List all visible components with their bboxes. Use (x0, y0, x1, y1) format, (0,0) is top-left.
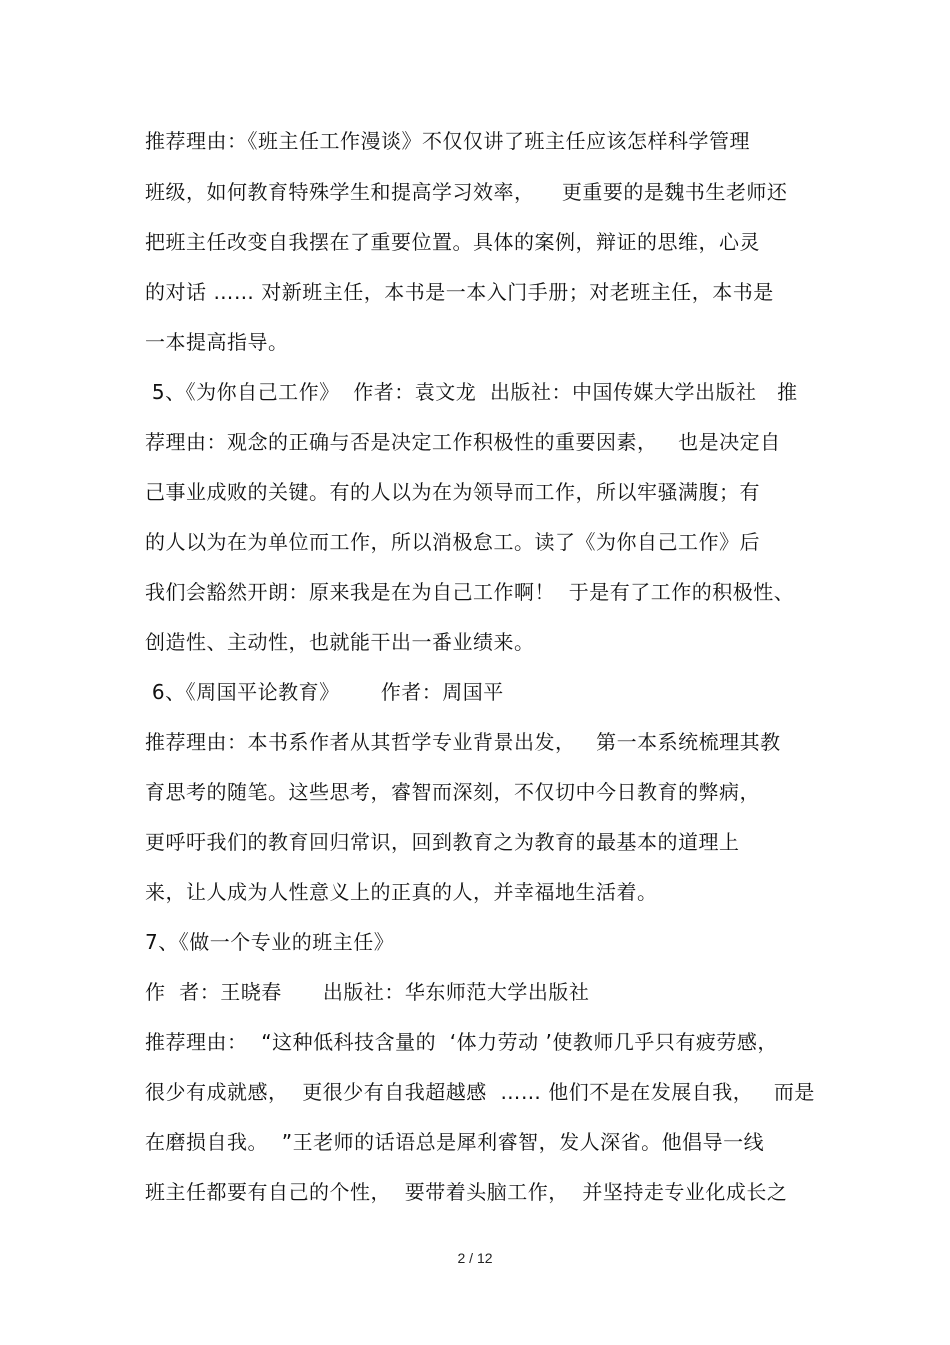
text-line: 一本提高指导。 (145, 330, 289, 354)
text-line: 作 者：王晓春 出版社：华东师范大学出版社 (145, 980, 590, 1004)
text-line: 5、《为你自己工作》 作者：袁文龙 出版社：中国传媒大学出版社 推 (145, 380, 798, 404)
text-line: 班级，如何教育特殊学生和提高学习效率， 更重要的是魏书生老师还 (145, 180, 788, 204)
text-line: 班主任都要有自己的个性， 要带着头脑工作， 并坚持走专业化成长之 (145, 1180, 788, 1204)
text-line: 推荐理由： “这种低科技含量的 ‘体力劳动 ’使教师几乎只有疲劳感， (145, 1030, 778, 1054)
text-line: 推荐理由：《班主任工作漫谈》不仅仅讲了班主任应该怎样科学管理 (145, 129, 750, 153)
text-line: 荐理由：观念的正确与否是决定工作积极性的重要因素， 也是决定自 (145, 430, 781, 454)
page-number: 2 / 12 (457, 1250, 493, 1266)
text-line: 我们会豁然开朗：原来我是在为自己工作啊！ 于是有了工作的积极性、 (145, 580, 795, 604)
text-line: 更呼吁我们的教育回归常识，回到教育之为教育的最基本的道理上 (145, 830, 740, 854)
text-line: 的人以为在为单位而工作，所以消极怠工。读了《为你自己工作》后 (145, 530, 760, 554)
text-line: 的对话 …… 对新班主任，本书是一本入门手册；对老班主任，本书是 (145, 280, 774, 304)
text-line: 把班主任改变自我摆在了重要位置。具体的案例，辩证的思维，心灵 (145, 230, 760, 254)
text-line: 育思考的随笔。这些思考，睿智而深刻，不仅切中今日教育的弊病， (145, 780, 760, 804)
text-line: 在磨损自我。 ”王老师的话语总是犀利睿智，发人深省。他倡导一线 (145, 1130, 765, 1154)
text-line: 很少有成就感， 更很少有自我超越感 …… 他们不是在发展自我， 而是 (145, 1080, 815, 1104)
text-line: 推荐理由：本书系作者从其哲学专业背景出发， 第一本系统梳理其教 (145, 730, 781, 754)
text-line: 己事业成败的关键。有的人以为在为领导而工作，所以牢骚满腹；有 (145, 480, 760, 504)
text-line: 7、《做一个专业的班主任》 (145, 930, 395, 954)
text-line: 6、《周国平论教育》 作者：周国平 (145, 680, 504, 704)
text-line: 来，让人成为人性意义上的正真的人，并幸福地生活着。 (145, 880, 658, 904)
text-line: 创造性、主动性，也就能干出一番业绩来。 (145, 630, 535, 654)
